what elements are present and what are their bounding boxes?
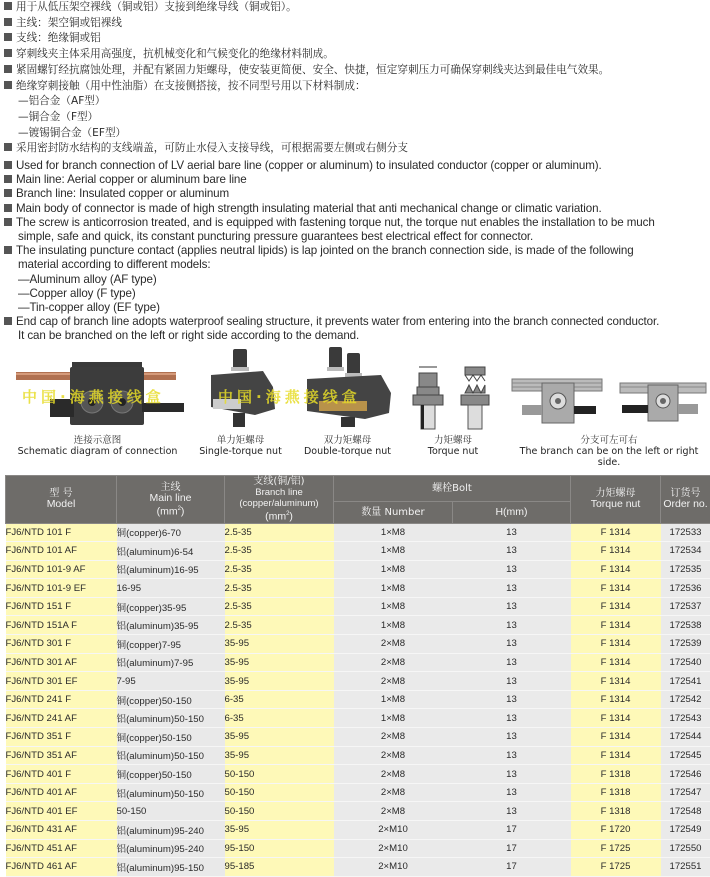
cell-order: 172543 (661, 709, 710, 728)
cell-order: 172538 (661, 616, 710, 635)
cell-main: 铝(aluminum)50-150 (117, 746, 225, 765)
square-bullet-icon (4, 161, 12, 169)
cell-number: 2×M10 (334, 858, 453, 877)
cell-order: 172540 (661, 653, 710, 672)
figure-caption-en: Torque nut (403, 446, 503, 457)
cell-order: 172547 (661, 783, 710, 802)
cell-torque: F 1314 (571, 597, 661, 616)
cell-h: 13 (453, 616, 571, 635)
material-item: —铝合金（AF型） (4, 94, 609, 110)
cell-h: 13 (453, 746, 571, 765)
cell-order: 172541 (661, 672, 710, 691)
cell-torque: F 1314 (571, 746, 661, 765)
spec-line: 穿刺线夹主体采用高强度，抗机械变化和气候变化的绝缘材料制成。 (4, 47, 609, 63)
cell-model: FJ6/NTD 241 F (6, 690, 117, 709)
watermark-text: 中国·海燕接线盒 (22, 386, 165, 407)
square-bullet-icon (4, 189, 12, 197)
cell-h: 13 (453, 672, 571, 691)
cell-branch: 35-95 (225, 821, 334, 840)
cell-model: FJ6/NTD 151 F (6, 597, 117, 616)
cell-torque: F 1314 (571, 560, 661, 579)
product-spec-table (5, 475, 710, 877)
material-item: —Tin-copper alloy (EF type) (4, 301, 659, 315)
header-order-no: 订货号 Order no. (661, 476, 710, 524)
table-row (6, 560, 710, 579)
cell-torque: F 1314 (571, 579, 661, 598)
cell-number: 1×M8 (334, 560, 453, 579)
cell-h: 13 (453, 560, 571, 579)
cell-main: 50-150 (117, 802, 225, 821)
figure-branch-left-right (508, 345, 710, 468)
cell-model: FJ6/NTD 351 F (6, 728, 117, 747)
figure-torque-nut (403, 345, 503, 457)
cell-number: 1×M8 (334, 709, 453, 728)
cell-model: FJ6/NTD 301 F (6, 635, 117, 654)
watermark-text: 中国·海燕接线盒 (218, 386, 361, 407)
square-bullet-icon (4, 175, 12, 183)
cell-h: 13 (453, 635, 571, 654)
cell-number: 2×M8 (334, 783, 453, 802)
table-row (6, 653, 710, 672)
cell-branch: 6-35 (225, 709, 334, 728)
cell-branch: 35-95 (225, 635, 334, 654)
cell-model: FJ6/NTD 101 AF (6, 542, 117, 561)
cell-model: FJ6/NTD 401 EF (6, 802, 117, 821)
cell-torque: F 1725 (571, 839, 661, 858)
cell-torque: F 1318 (571, 802, 661, 821)
cell-h: 13 (453, 597, 571, 616)
table-row (6, 597, 710, 616)
cell-h: 13 (453, 690, 571, 709)
spec-line: Main line: Aerial copper or aluminum bare line (4, 173, 659, 187)
header-bolt-number: 数量 Number (334, 501, 453, 523)
table-row (6, 616, 710, 635)
table-body (6, 523, 710, 876)
cell-main: 铜(copper)50-150 (117, 765, 225, 784)
spec-line-continued: simple, safe and quick, its constant puncturing pressure guarantees best electrical effect for connector. (4, 230, 659, 244)
material-item: —Copper alloy (F type) (4, 287, 659, 301)
spec-line: The insulating puncture contact (applies neutral lipids) is lap jointed on the branch connection side, is made of the following (4, 244, 659, 258)
square-bullet-icon (4, 65, 12, 73)
cell-number: 2×M8 (334, 635, 453, 654)
table-row (6, 821, 710, 840)
cell-branch: 50-150 (225, 802, 334, 821)
figure-caption-en: Double-torque nut (295, 446, 400, 457)
cell-number: 1×M8 (334, 690, 453, 709)
cell-model: FJ6/NTD 401 AF (6, 783, 117, 802)
cell-main: 铝(aluminum)95-150 (117, 858, 225, 877)
cell-order: 172544 (661, 728, 710, 747)
cell-branch: 95-185 (225, 858, 334, 877)
cell-torque: F 1314 (571, 523, 661, 542)
cell-torque: F 1314 (571, 690, 661, 709)
cell-model: FJ6/NTD 431 AF (6, 821, 117, 840)
cell-order: 172549 (661, 821, 710, 840)
table-row (6, 746, 710, 765)
cell-order: 172533 (661, 523, 710, 542)
spec-line: End cap of branch line adopts waterproof sealing structure, it prevents water from entering into the branch connected conductor. (4, 315, 659, 329)
material-item: —铜合金（F型） (4, 110, 609, 126)
cell-order: 172536 (661, 579, 710, 598)
cell-h: 17 (453, 858, 571, 877)
cell-number: 1×M8 (334, 579, 453, 598)
cell-order: 172545 (661, 746, 710, 765)
figure-caption-zh: 连接示意图 (10, 435, 185, 446)
cell-h: 13 (453, 728, 571, 747)
branch-left-right-image (508, 345, 710, 430)
spec-line-continued: It can be branched on the left or right side according to the demand. (4, 329, 659, 343)
spec-line: 紧固螺钉经抗腐蚀处理，并配有紧固力矩螺母，使安装更简便、安全、快捷，恒定穿刺压力可确保穿刺线夹达到最佳电气效果。 (4, 63, 609, 79)
figure-caption-zh: 单力矩螺母 (193, 435, 288, 446)
cell-branch: 2.5-35 (225, 579, 334, 598)
cell-h: 13 (453, 579, 571, 598)
cell-model: FJ6/NTD 301 EF (6, 672, 117, 691)
cell-number: 2×M8 (334, 765, 453, 784)
header-main-line: 主线 Main line $(mm^2)$ (117, 476, 225, 524)
square-bullet-icon (4, 204, 12, 212)
cell-number: 2×M8 (334, 802, 453, 821)
cell-order: 172551 (661, 858, 710, 877)
cell-h: 13 (453, 709, 571, 728)
cell-main: 铜(copper)6-70 (117, 523, 225, 542)
cell-h: 13 (453, 765, 571, 784)
cell-number: 2×M8 (334, 746, 453, 765)
spec-line: 绝缘穿刺接触（用中性油脂）在支接侧搭接，按不同型号用以下材料制成： (4, 79, 609, 95)
table-row (6, 690, 710, 709)
figure-caption-en: The branch can be on the left or right side. (508, 446, 710, 468)
table-row (6, 802, 710, 821)
torque-nut-diagram-image (403, 345, 503, 430)
cell-order: 172535 (661, 560, 710, 579)
table-row (6, 542, 710, 561)
cell-model: FJ6/NTD 101-9 EF (6, 579, 117, 598)
table-row (6, 765, 710, 784)
cell-main: 铜(copper)35-95 (117, 597, 225, 616)
cell-model: FJ6/NTD 301 AF (6, 653, 117, 672)
cell-branch: 35-95 (225, 728, 334, 747)
cell-branch: 95-150 (225, 839, 334, 858)
cell-main: 铝(aluminum)95-240 (117, 821, 225, 840)
cell-torque: F 1314 (571, 672, 661, 691)
cell-torque: F 1314 (571, 542, 661, 561)
cell-main: 铝(aluminum)35-95 (117, 616, 225, 635)
spec-line-continued: material according to different models: (4, 258, 659, 272)
cell-main: 铝(aluminum)50-150 (117, 709, 225, 728)
cell-main: 铝(aluminum)95-240 (117, 839, 225, 858)
cell-order: 172537 (661, 597, 710, 616)
header-torque-nut: 力矩螺母 Torque nut (571, 476, 661, 524)
cell-model: FJ6/NTD 101 F (6, 523, 117, 542)
figure-caption-zh: 力矩螺母 (403, 435, 503, 446)
cell-torque: F 1314 (571, 728, 661, 747)
table-row (6, 858, 710, 877)
specs-english (4, 159, 659, 344)
cell-model: FJ6/NTD 151A F (6, 616, 117, 635)
cell-number: 1×M8 (334, 616, 453, 635)
cell-order: 172546 (661, 765, 710, 784)
spec-line: 采用密封防水结构的支线端盖，可防止水侵入支接导线，可根据需要左侧或右侧分支 (4, 141, 609, 157)
cell-h: 13 (453, 542, 571, 561)
cell-branch: 2.5-35 (225, 560, 334, 579)
product-figures (0, 345, 710, 465)
spec-line: 支线：绝缘铜或铝 (4, 31, 609, 47)
cell-model: FJ6/NTD 351 AF (6, 746, 117, 765)
cell-number: 2×M10 (334, 821, 453, 840)
square-bullet-icon (4, 2, 12, 10)
cell-branch: 6-35 (225, 690, 334, 709)
cell-main: 铝(aluminum)7-95 (117, 653, 225, 672)
cell-branch: 2.5-35 (225, 597, 334, 616)
cell-main: 铜(copper)7-95 (117, 635, 225, 654)
header-model: 型 号 Model (6, 476, 117, 524)
cell-branch: 35-95 (225, 746, 334, 765)
cell-torque: F 1720 (571, 821, 661, 840)
cell-model: FJ6/NTD 461 AF (6, 858, 117, 877)
square-bullet-icon (4, 317, 12, 325)
cell-torque: F 1314 (571, 653, 661, 672)
cell-h: 17 (453, 839, 571, 858)
cell-model: FJ6/NTD 451 AF (6, 839, 117, 858)
cell-h: 13 (453, 802, 571, 821)
cell-order: 172539 (661, 635, 710, 654)
header-bolt-h: H(mm) (453, 501, 571, 523)
cell-main: 16-95 (117, 579, 225, 598)
square-bullet-icon (4, 143, 12, 151)
table-row (6, 635, 710, 654)
table-row (6, 783, 710, 802)
spec-line: Branch line: Insulated copper or aluminum (4, 187, 659, 201)
material-item: —镀锡铜合金（EF型） (4, 126, 609, 142)
cell-number: 2×M10 (334, 839, 453, 858)
square-bullet-icon (4, 33, 12, 41)
square-bullet-icon (4, 246, 12, 254)
figure-caption-zh: 分支可左可右 (508, 435, 710, 446)
cell-branch: 35-95 (225, 653, 334, 672)
cell-main: 铜(copper)50-150 (117, 728, 225, 747)
cell-branch: 2.5-35 (225, 616, 334, 635)
table-row (6, 579, 710, 598)
square-bullet-icon (4, 18, 12, 26)
square-bullet-icon (4, 218, 12, 226)
cell-branch: 35-95 (225, 672, 334, 691)
cell-number: 2×M8 (334, 672, 453, 691)
cell-order: 172550 (661, 839, 710, 858)
header-branch-line: 支线(铜/铝) Branch line (copper/aluminum) $(mm^2)$ (225, 476, 334, 524)
cell-h: 13 (453, 783, 571, 802)
cell-number: 2×M8 (334, 728, 453, 747)
table-row (6, 523, 710, 542)
cell-order: 172534 (661, 542, 710, 561)
material-item: —Aluminum alloy (AF type) (4, 273, 659, 287)
cell-branch: 2.5-35 (225, 523, 334, 542)
figure-caption-en: Single-torque nut (193, 446, 288, 457)
header-bolt: 螺栓Bolt (334, 476, 571, 502)
cell-torque: F 1314 (571, 616, 661, 635)
cell-model: FJ6/NTD 401 F (6, 765, 117, 784)
cell-main: 铜(copper)50-150 (117, 690, 225, 709)
cell-h: 13 (453, 523, 571, 542)
table-row (6, 709, 710, 728)
cell-main: 铝(aluminum)16-95 (117, 560, 225, 579)
table-row (6, 728, 710, 747)
cell-order: 172548 (661, 802, 710, 821)
spec-line: Main body of connector is made of high strength insulating material that anti mechanical change or climatic variation. (4, 202, 659, 216)
cell-model: FJ6/NTD 241 AF (6, 709, 117, 728)
cell-main: 7-95 (117, 672, 225, 691)
cell-torque: F 1725 (571, 858, 661, 877)
cell-h: 17 (453, 821, 571, 840)
figure-caption-en: Schematic diagram of connection (10, 446, 185, 457)
cell-branch: 2.5-35 (225, 542, 334, 561)
cell-torque: F 1318 (571, 783, 661, 802)
cell-h: 13 (453, 653, 571, 672)
square-bullet-icon (4, 49, 12, 57)
cell-number: 1×M8 (334, 597, 453, 616)
spec-line: 主线：架空铜或铝裸线 (4, 16, 609, 32)
spec-line: The screw is anticorrosion treated, and is equipped with fastening torque nut, the torque nut enables the installation to be much (4, 216, 659, 230)
cell-main: 铝(aluminum)50-150 (117, 783, 225, 802)
spec-line: Used for branch connection of LV aerial bare line (copper or aluminum) to insulated conductor (copper or aluminum). (4, 159, 659, 173)
table-row (6, 672, 710, 691)
cell-torque: F 1318 (571, 765, 661, 784)
cell-branch: 50-150 (225, 765, 334, 784)
cell-model: FJ6/NTD 101-9 AF (6, 560, 117, 579)
square-bullet-icon (4, 81, 12, 89)
cell-torque: F 1314 (571, 635, 661, 654)
spec-line: 用于从低压架空裸线（铜或铝）支接到绝缘导线（铜或铝）。 (4, 0, 609, 16)
cell-torque: F 1314 (571, 709, 661, 728)
figure-caption-zh: 双力矩螺母 (295, 435, 400, 446)
cell-number: 2×M8 (334, 653, 453, 672)
specs-chinese (4, 0, 609, 157)
cell-order: 172542 (661, 690, 710, 709)
cell-main: 铝(aluminum)6-54 (117, 542, 225, 561)
cell-branch: 50-150 (225, 783, 334, 802)
cell-number: 1×M8 (334, 542, 453, 561)
cell-number: 1×M8 (334, 523, 453, 542)
